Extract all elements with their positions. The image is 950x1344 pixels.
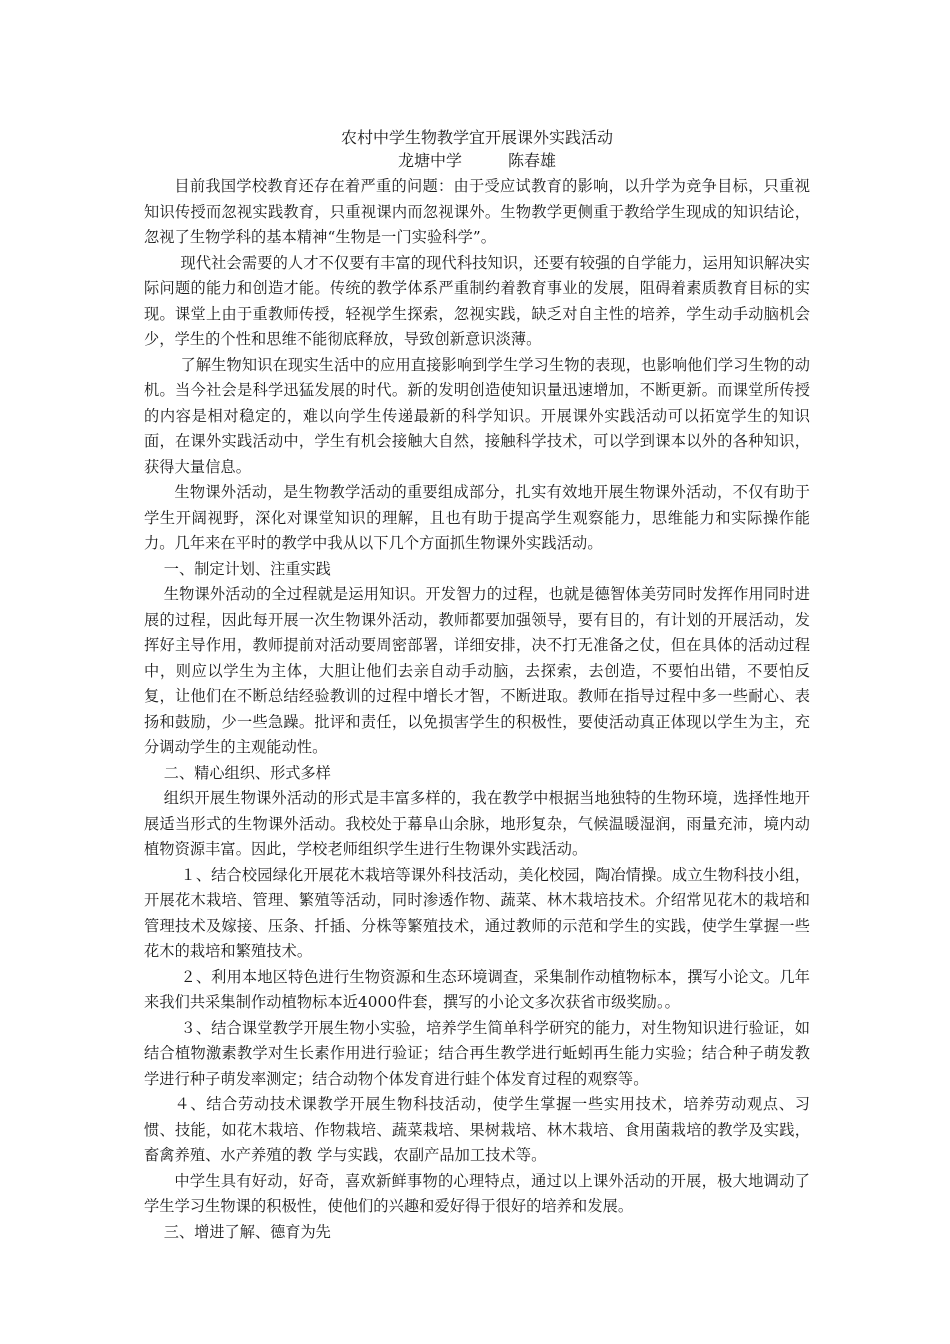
list-item-3: ３、结合课堂教学开展生物小实验，培养学生简单科学研究的能力，对生物知识进行验证，如结合植物激素教学对生长素作用进行验证；结合再生教学进行蚯蚓再生能力实验；结合种子萌发教学进行种子萌发率测定；结合动物个体发育进行蛙个体发育过程的观察等。 — [144, 1018, 810, 1088]
document-title: 农村中学生物教学宜开展课外实践活动 — [340, 128, 613, 147]
author-name: 陈春雄 — [508, 151, 557, 170]
byline — [144, 149, 810, 172]
section-heading-1: 一、制定计划、注重实践 — [163, 559, 331, 578]
paragraph-summary: 中学生具有好动，好奇，喜欢新鲜事物的心理特点，通过以上课外活动的开展，极大地调动了学生学习生物课的积极性，使他们的兴趣和爱好得于很好的培养和发展。 — [144, 1171, 810, 1215]
paragraph-biology-knowledge: 了解生物知识在现实生活中的应用直接影响到学生学习生物的表现，也影响他们学习生物的动机。当今社会是科学迅猛发展的时代。新的发明创造使知识量迅速增加，不断更新。而课堂所传授的内容是相对稳定的，难以向学生传递最新的科学知识。开展课外实践活动可以拓宽学生的知识面，在课外实践活动中，学生有机会接触大自然，接触科学技术，可以学到课本以外的各种知识，获得大量信息。 — [144, 355, 810, 476]
paragraph-section-1: 生物课外活动的全过程就是运用知识。开发智力的过程，也就是德智体美劳同时发挥作用同时进展的过程，因此每开展一次生物课外活动，教师都要加强领导，要有目的，有计划的开展活动，发挥好主导作用，教师提前对活动要周密部署，详细安排，决不打无准备之仗，但在具体的活动过程中，则应以学生为主体，大胆让他们去亲自动手动脑，去探索，去创造，不要怕出错，不要怕反复，让他们在不断总结经验教训的过程中增长才智，不断进取。教师在指导过程中多一些耐心、表扬和鼓励，少一些急躁。批评和责任，以免损害学生的积极性，要使活动真正体现以学生为主，充分调动学生的主观能动性。 — [144, 585, 810, 756]
paragraph-section-2: 组织开展生物课外活动的形式是丰富多样的，我在教学中根据当地独特的生物环境，选择性地开展适当形式的生物课外活动。我校处于幕阜山余脉，地形复杂，气候温暖湿润，雨量充沛，境内动植物资源丰富。因此，学校老师组织学生进行生物课外实践活动。 — [144, 789, 810, 858]
paragraph-modern-society: 现代社会需要的人才不仅要有丰富的现代科技知识，还要有较强的自学能力，运用知识解决实际问题的能力和创造才能。传统的教学体系严重制约着教育事业的发展，阻碍着素质教育目标的实现。课堂上由于重教师传授，轻视学生探索，忽视实践，缺乏对自主性的培养，学生动手动脑机会少，学生的个性和思维不能彻底释放，导致创新意识淡薄。 — [144, 253, 810, 348]
list-item-2: ２、利用本地区特色进行生物资源和生态环境调查，采集制作动植物标本，撰写小论文。几年来我们共采集制作动植物标本近4000件套，撰写的小论文多次获省市级奖励。。 — [144, 967, 810, 1011]
paragraph-extracurricular: 生物课外活动，是生物教学活动的重要组成部分，扎实有效地开展生物课外活动，不仅有助于学生开阔视野，深化对课堂知识的理解，且也有助于提高学生观察能力，思维能力和实际操作能力。几年来在平时的教学中我从以下几个方面抓生物课外实践活动。 — [144, 483, 810, 552]
paragraph-intro: 目前我国学校教育还存在着严重的问题：由于受应试教育的影响，以升学为竞争目标，只重视知识传授而忽视实践教育，只重视课内而忽视课外。生物教学更侧重于教给学生现成的知识结论，忽视了生物学科的基本精神“生物是一门实验科学”。 — [144, 177, 810, 246]
school-name: 龙塘中学 — [397, 151, 462, 170]
list-item-1: １、结合校园绿化开展花木栽培等课外科技活动，美化校园，陶冶情操。成立生物科技小组，开展花木栽培、管理、繁殖等活动，同时渗透作物、蔬菜、林木栽培技术。介绍常见花木的栽培和管理技术及嫁接、压条、扦插、分株等繁殖技术，通过教师的示范和学生的实践，使学生掌握一些花木的栽培和繁殖技术。 — [144, 865, 810, 960]
list-item-4: ４、结合劳动技术课教学开展生物科技活动，使学生掌握一些实用技术，培养劳动观点、习惯、技能，如花木栽培、作物栽培、蔬菜栽培、果树栽培、林木栽培、食用菌栽培的教学及实践，畜禽养殖、水产养殖的教 学与实践，农副产品加工技术等。 — [144, 1095, 810, 1164]
section-heading-3: 三、增进了解、德育为先 — [163, 1222, 331, 1241]
document-page — [144, 126, 810, 1245]
section-heading-2: 二、精心组织、形式多样 — [163, 763, 331, 782]
